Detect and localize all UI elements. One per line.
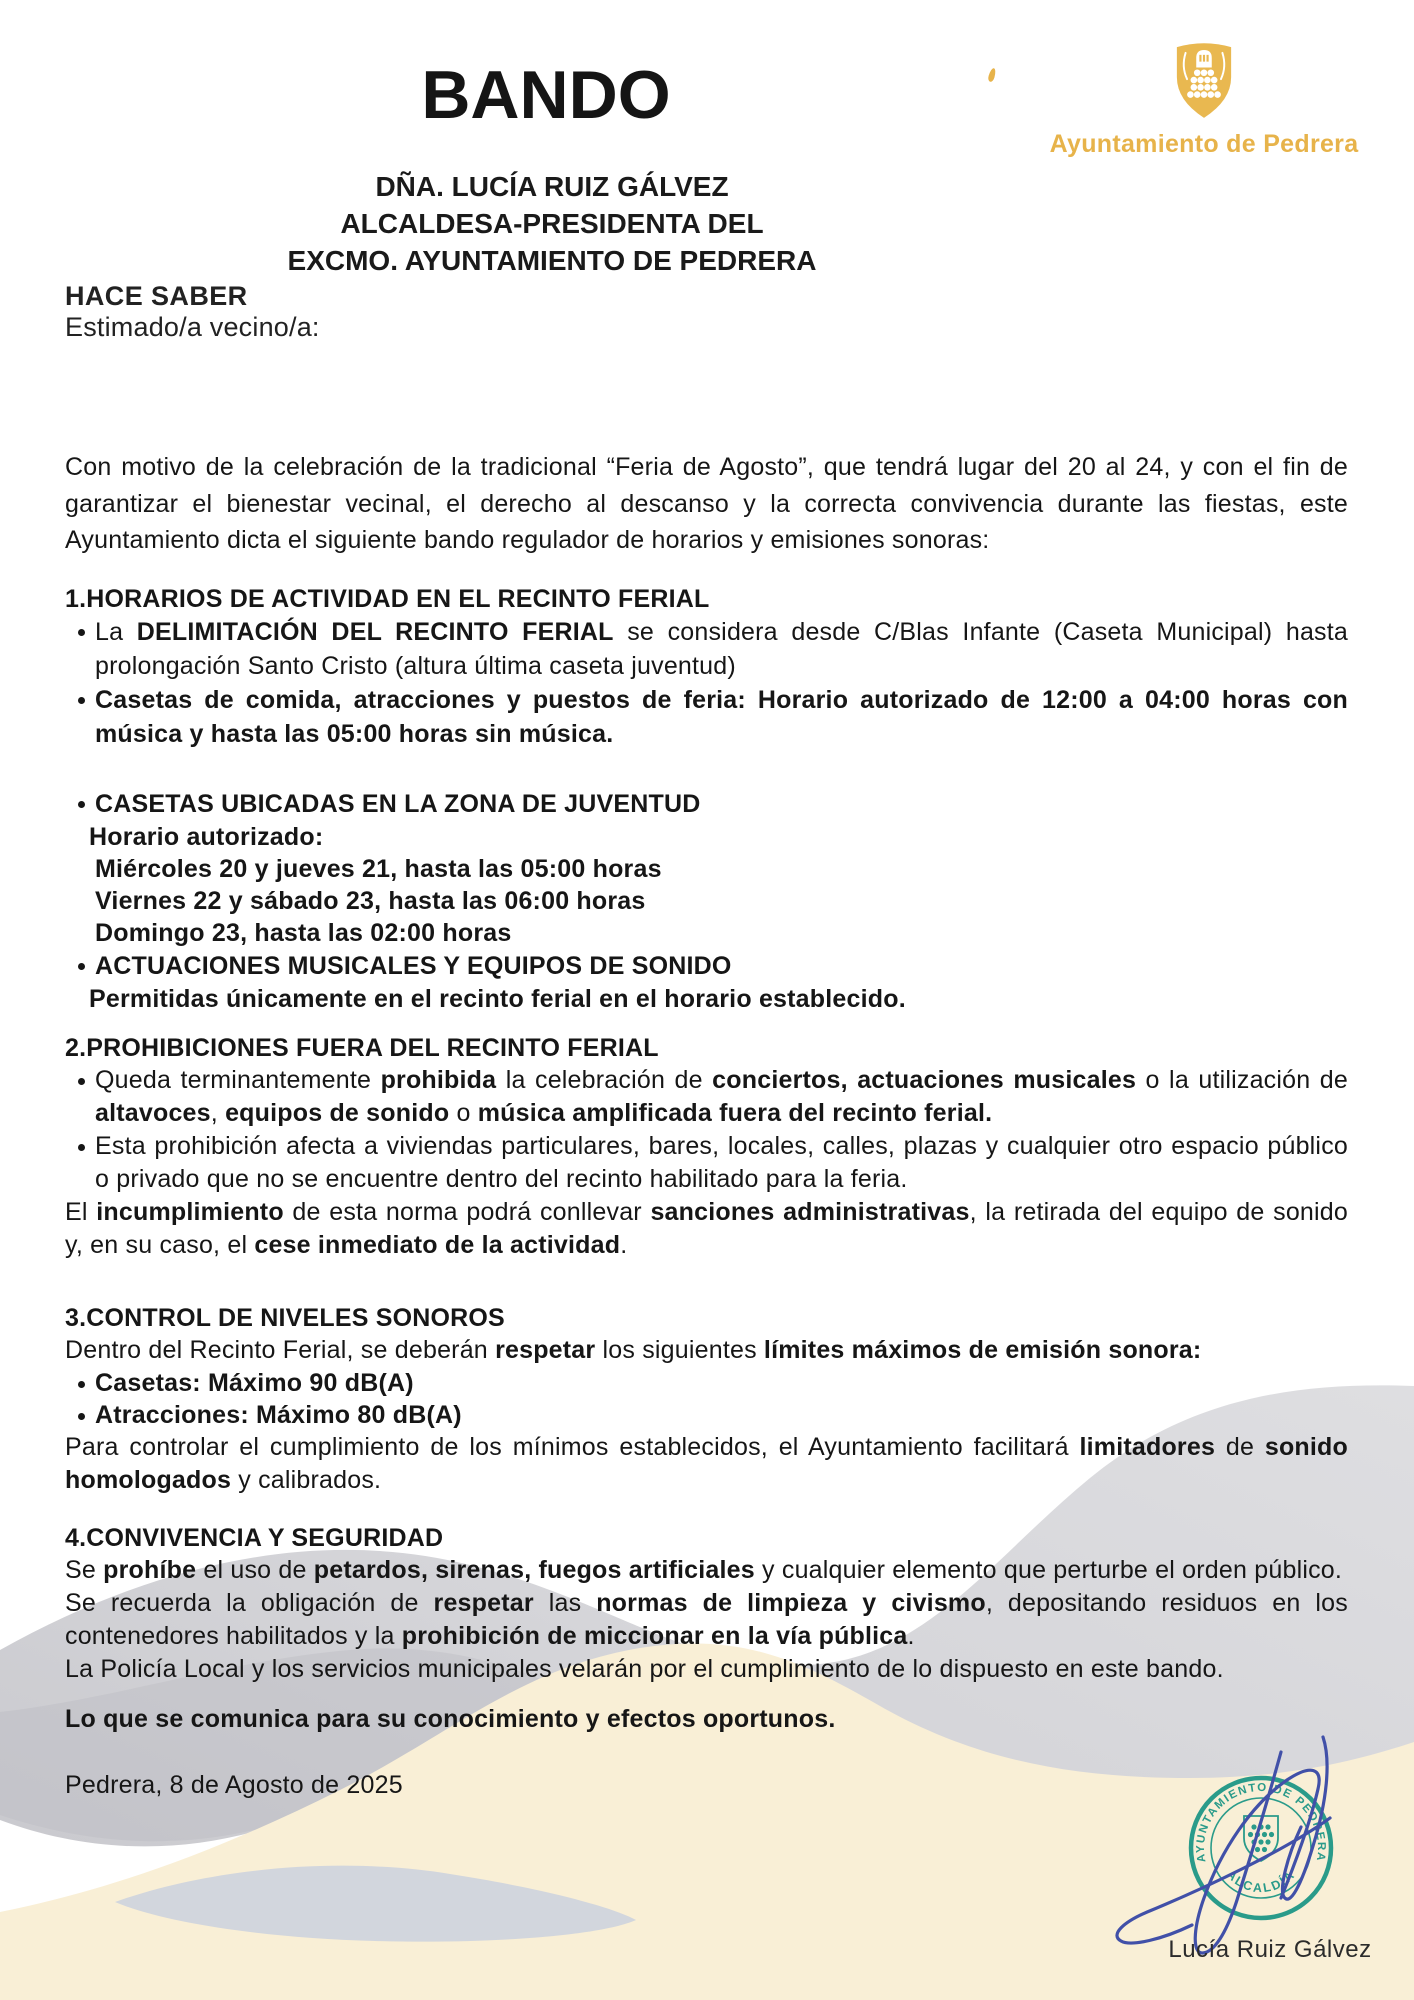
bullet-icon xyxy=(65,1064,95,1130)
date-line: Pedrera, 8 de Agosto de 2025 xyxy=(65,1770,403,1799)
section-1-heading: 1.HORARIOS DE ACTIVIDAD EN EL RECINTO FERIAL xyxy=(65,584,710,613)
bullet-icon xyxy=(65,615,95,683)
schedule-line: Miércoles 20 y jueves 21, hasta las 05:00 horas xyxy=(95,854,662,883)
stamp-top-text: AYUNTAMIENTO DE PEDRERA xyxy=(1194,1781,1328,1864)
bullet-item: Atracciones: Máximo 80 dB(A) xyxy=(65,1399,1348,1431)
issuer-line: EXCMO. AYUNTAMIENTO DE PEDRERA xyxy=(287,245,817,276)
bullet-icon xyxy=(65,1130,95,1196)
issuer-block xyxy=(0,168,1104,279)
section-3-heading: 3.CONTROL DE NIVELES SONOROS xyxy=(65,1303,505,1332)
paragraph: Para controlar el cumplimiento de los mínimos establecidos, el Ayuntamiento facilitará limitadores de sonido homologados y calibrados. xyxy=(65,1432,1348,1494)
schedule-line: Domingo 23, hasta las 02:00 horas xyxy=(95,918,512,947)
paragraph: Se prohíbe el uso de petardos, sirenas, fuegos artificiales y cualquier elemento que perturbe el orden público. xyxy=(65,1555,1343,1584)
page-title: BANDO xyxy=(421,57,671,133)
logo-text: Ayuntamiento de Pedrera xyxy=(1049,130,1359,158)
bullet-item: Casetas de comida, atracciones y puestos de feria: Horario autorizado de 12:00 a 04:00 horas con música y hasta las 05:00 horas sin música. xyxy=(65,683,1348,751)
bullet-icon xyxy=(65,1399,95,1431)
hace-saber-label: HACE SABER xyxy=(65,281,248,311)
municipality-logo xyxy=(1004,40,1404,159)
bullet-item: La DELIMITACIÓN DEL RECINTO FERIAL se considera desde C/Blas Infante (Caseta Municipal) hasta prolongación Santo Cristo (altura última caseta juventud) xyxy=(65,615,1348,683)
closing-line: Lo que se comunica para su conocimiento y efectos oportunos. xyxy=(65,1704,836,1733)
bullet-icon xyxy=(65,949,95,983)
bullet-item: Esta prohibición afecta a viviendas particulares, bares, locales, calles, plazas y cualquier otro espacio público o privado que no se encuentre dentro del recinto habilitado para la feria. xyxy=(65,1130,1348,1196)
paragraph: Se recuerda la obligación de respetar las normas de limpieza y civismo, depositando residuos en los contenedores habilitados y la prohibición de miccionar en la vía pública. xyxy=(65,1588,1348,1650)
schedule-line: Viernes 22 y sábado 23, hasta las 06:00 horas xyxy=(95,886,646,915)
issuer-line: DÑA. LUCÍA RUIZ GÁLVEZ xyxy=(375,171,729,202)
intro-paragraph: Con motivo de la celebración de la tradicional “Feria de Agosto”, que tendrá lugar del 20 al 24, y con el fin de garantizar el bienestar vecinal, el derecho al descanso y la correcta convivencia durante las fiestas, este Ayuntamiento dicta el siguiente bando regulador de horarios y emisiones sonoras: xyxy=(65,453,1348,554)
bullet-item: ACTUACIONES MUSICALES Y EQUIPOS DE SONIDO xyxy=(65,949,1348,983)
issuer-line: ALCALDESA-PRESIDENTA DEL xyxy=(340,208,764,239)
document-body xyxy=(0,281,1414,1802)
stamp-bottom-text: ALCALDÍA xyxy=(1223,1867,1299,1896)
bullet-subline: Permitidas únicamente en el recinto ferial en el horario establecido. xyxy=(89,984,906,1013)
bullet-icon xyxy=(65,683,95,751)
paragraph: El incumplimiento de esta norma podrá conllevar sanciones administrativas, la retirada del equipo de sonido y, en su caso, el cese inmediato de la actividad. xyxy=(65,1197,1349,1259)
section-4-heading: 4.CONVIVENCIA Y SEGURIDAD xyxy=(65,1523,444,1552)
schedule-title: Horario autorizado: xyxy=(89,822,324,851)
bullet-item: Casetas: Máximo 90 dB(A) xyxy=(65,1367,1348,1399)
bullet-icon xyxy=(65,787,95,821)
section-2-heading: 2.PROHIBICIONES FUERA DEL RECINTO FERIAL xyxy=(65,1033,659,1062)
bullet-icon xyxy=(65,1367,95,1399)
bullet-item: CASETAS UBICADAS EN LA ZONA DE JUVENTUD xyxy=(65,787,1348,821)
bullet-item: Queda terminantemente prohibida la celebración de conciertos, actuaciones musicales o la utilización de altavoces, equipos de sonido o música amplificada fuera del recinto ferial. xyxy=(65,1064,1348,1130)
shield-castle-icon xyxy=(1173,40,1235,122)
paragraph: La Policía Local y los servicios municipales velarán por el cumplimiento de lo dispuesto en este bando. xyxy=(65,1654,1224,1683)
signer-name: Lucía Ruiz Gálvez xyxy=(1168,1936,1372,1963)
salutation: Estimado/a vecino/a: xyxy=(65,312,320,342)
paragraph: Dentro del Recinto Ferial, se deberán respetar los siguientes límites máximos de emisión sonora: xyxy=(65,1335,1202,1364)
